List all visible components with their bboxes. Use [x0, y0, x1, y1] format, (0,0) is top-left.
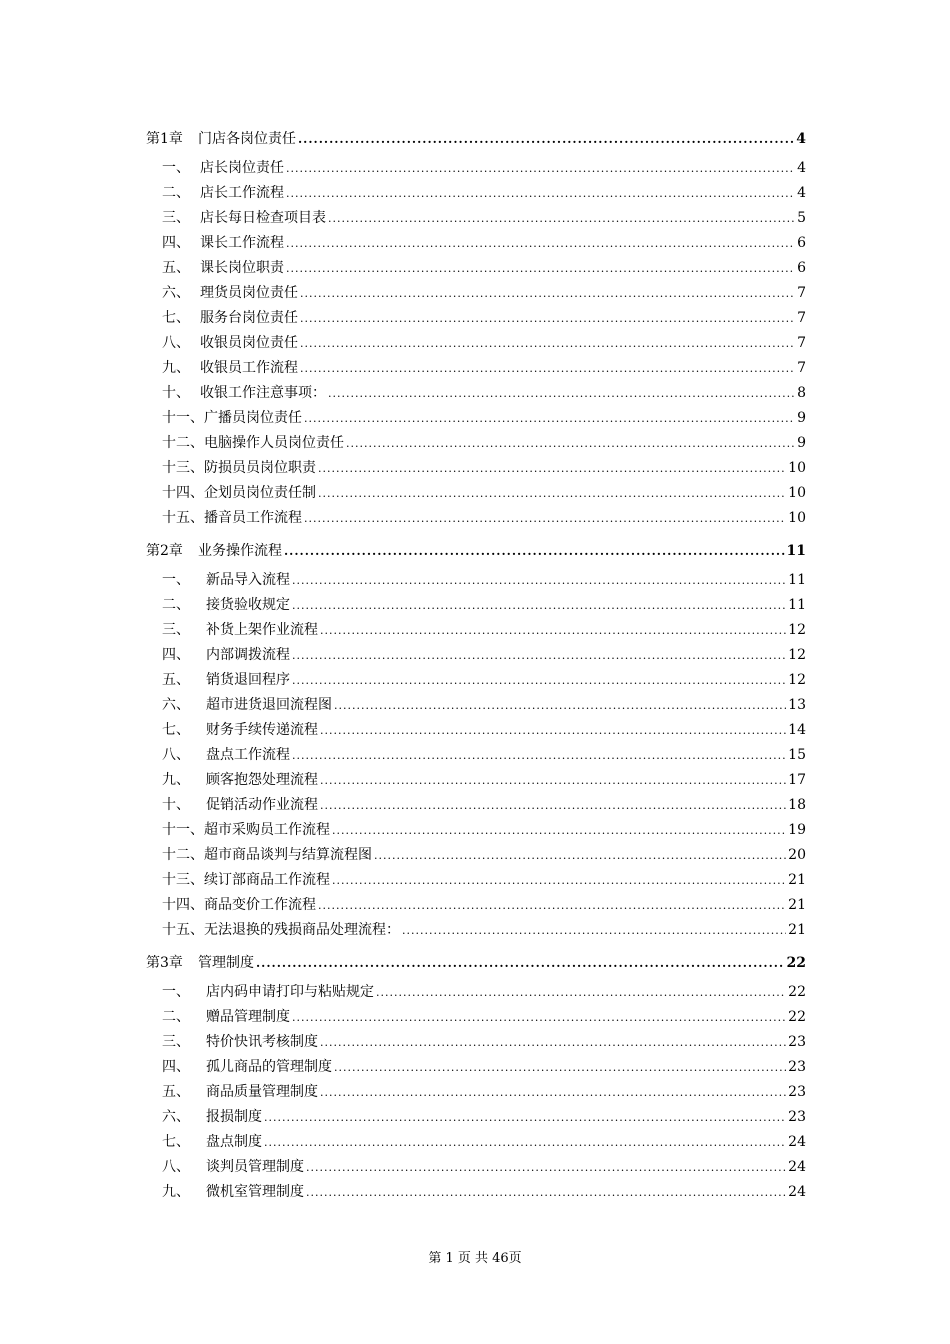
section-title: 孤儿商品的管理制度: [206, 1059, 332, 1075]
toc-section-entry[interactable]: [146, 157, 806, 182]
section-title: 赠品管理制度: [206, 1009, 290, 1025]
section-number: 六、: [162, 1109, 190, 1125]
page-number: 22: [788, 1009, 806, 1025]
page-number: 23: [788, 1034, 806, 1050]
section-number: 六、: [162, 285, 190, 301]
toc-section-entry[interactable]: [146, 432, 806, 457]
section-title: 补货上架作业流程: [206, 622, 318, 638]
dot-leader: [286, 237, 795, 250]
section-number: 十五、: [162, 510, 204, 526]
toc-section-entry[interactable]: [146, 407, 806, 432]
section-number: 七、: [162, 722, 190, 738]
page-number: 19: [788, 822, 806, 838]
page-number: 9: [797, 435, 806, 451]
toc-section-entry[interactable]: [146, 719, 806, 744]
section-title: 无法退换的残损商品处理流程：: [204, 922, 400, 938]
section-number: 八、: [162, 747, 190, 763]
dot-leader: [306, 1161, 786, 1174]
page-number: 7: [797, 335, 806, 351]
section-title: 广播员岗位责任: [204, 410, 302, 426]
page-number: 7: [797, 285, 806, 301]
dot-leader: [328, 212, 795, 225]
page-number: 21: [788, 897, 806, 913]
toc-section-entry[interactable]: [146, 1056, 806, 1081]
dot-leader: [318, 462, 786, 475]
toc-section-entry[interactable]: [146, 357, 806, 382]
page-number: 17: [788, 772, 806, 788]
toc-section-entry[interactable]: [146, 981, 806, 1006]
section-number: 三、: [162, 210, 190, 226]
section-number: 二、: [162, 597, 190, 613]
dot-leader: [298, 132, 794, 146]
section-number: 十二、: [162, 435, 204, 451]
toc-chapter-entry[interactable]: [146, 540, 806, 565]
toc-section-entry[interactable]: [146, 1006, 806, 1031]
section-number: 二、: [162, 1009, 190, 1025]
section-number: 四、: [162, 1059, 190, 1075]
page-number: 21: [788, 872, 806, 888]
section-number: 四、: [162, 647, 190, 663]
section-number: 八、: [162, 335, 190, 351]
section-number: 一、: [162, 984, 190, 1000]
section-number: 十一、: [162, 410, 204, 426]
section-number: 九、: [162, 360, 190, 376]
toc-section-entry[interactable]: [146, 594, 806, 619]
section-number: 五、: [162, 672, 190, 688]
section-title: 谈判员管理制度: [206, 1159, 304, 1175]
dot-leader: [332, 824, 786, 837]
page-number: 12: [788, 672, 806, 688]
toc-section-entry[interactable]: [146, 894, 806, 919]
dot-leader: [332, 874, 786, 887]
toc-section-entry[interactable]: [146, 207, 806, 232]
page-number: 4: [796, 131, 806, 147]
section-title: 收银工作注意事项：: [200, 385, 326, 401]
dot-leader: [292, 599, 786, 612]
page-number: 10: [788, 485, 806, 501]
toc-section-entry[interactable]: [146, 694, 806, 719]
section-number: 十四、: [162, 485, 204, 501]
section-number: 四、: [162, 235, 190, 251]
toc-section-entry[interactable]: [146, 1106, 806, 1131]
section-number: 七、: [162, 1134, 190, 1150]
section-title: 超市进货退回流程图: [206, 697, 332, 713]
chapter-title: 管理制度: [198, 955, 254, 971]
dot-leader: [292, 674, 786, 687]
section-number: 十一、: [162, 822, 204, 838]
section-title: 超市采购员工作流程: [204, 822, 330, 838]
page-number: 11: [788, 572, 806, 588]
dot-leader: [304, 512, 786, 525]
section-title: 盘点制度: [206, 1134, 262, 1150]
dot-leader: [376, 986, 786, 999]
section-number: 一、: [162, 572, 190, 588]
section-title: 新品导入流程: [206, 572, 290, 588]
page-number: 10: [788, 460, 806, 476]
dot-leader: [374, 849, 786, 862]
section-title: 盘点工作流程: [206, 747, 290, 763]
dot-leader: [346, 437, 795, 450]
page-number: 6: [797, 235, 806, 251]
section-title: 店长每日检查项目表: [200, 210, 326, 226]
section-title: 课长工作流程: [200, 235, 284, 251]
chapter-title: 门店各岗位责任: [198, 131, 296, 147]
dot-leader: [286, 162, 795, 175]
section-title: 理货员岗位责任: [200, 285, 298, 301]
section-number: 十二、: [162, 847, 204, 863]
page-number: 21: [788, 922, 806, 938]
toc-section-entry[interactable]: [146, 844, 806, 869]
toc-section-entry[interactable]: [146, 769, 806, 794]
dot-leader: [300, 312, 795, 325]
toc-section-entry[interactable]: [146, 332, 806, 357]
toc-section-entry[interactable]: [146, 1031, 806, 1056]
dot-leader: [320, 799, 786, 812]
toc-section-entry[interactable]: [146, 1181, 806, 1206]
dot-leader: [256, 956, 785, 970]
dot-leader: [304, 412, 795, 425]
toc-section-entry[interactable]: [146, 644, 806, 669]
section-number: 八、: [162, 1159, 190, 1175]
dot-leader: [300, 337, 795, 350]
toc-section-entry[interactable]: [146, 569, 806, 594]
page-number: 9: [797, 410, 806, 426]
toc-section-entry[interactable]: [146, 307, 806, 332]
dot-leader: [292, 749, 786, 762]
toc-section-entry[interactable]: [146, 482, 806, 507]
section-title: 微机室管理制度: [206, 1184, 304, 1200]
section-title: 防损员员岗位职责: [204, 460, 316, 476]
section-number: 十五、: [162, 922, 204, 938]
toc-section-entry[interactable]: [146, 669, 806, 694]
section-number: 五、: [162, 1084, 190, 1100]
page-number: 5: [797, 210, 806, 226]
section-number: 十三、: [162, 872, 204, 888]
page-number: 24: [788, 1159, 806, 1175]
toc-section-entry[interactable]: [146, 457, 806, 482]
toc-chapter-entry[interactable]: [146, 952, 806, 977]
toc-section-entry[interactable]: [146, 1081, 806, 1106]
page-number: 11: [786, 543, 806, 559]
dot-leader: [318, 899, 786, 912]
section-number: 九、: [162, 772, 190, 788]
page-number: 24: [788, 1184, 806, 1200]
dot-leader: [320, 724, 786, 737]
page-number: 11: [788, 597, 806, 613]
toc-section-entry[interactable]: [146, 1156, 806, 1181]
dot-leader: [334, 1061, 786, 1074]
table-of-contents: [146, 128, 806, 1206]
page-number: 22: [786, 955, 806, 971]
toc-section-entry[interactable]: [146, 232, 806, 257]
section-title: 特价快讯考核制度: [206, 1034, 318, 1050]
toc-chapter-entry[interactable]: [146, 128, 806, 153]
dot-leader: [402, 924, 786, 937]
page-number: 23: [788, 1059, 806, 1075]
chapter-number: 第2章: [146, 543, 183, 559]
section-title: 电脑操作人员岗位责任: [204, 435, 344, 451]
dot-leader: [264, 1111, 786, 1124]
section-title: 播音员工作流程: [204, 510, 302, 526]
section-title: 超市商品谈判与结算流程图: [204, 847, 372, 863]
page-footer: 第 1 页 共 46页: [428, 1251, 522, 1266]
section-number: 三、: [162, 622, 190, 638]
dot-leader: [328, 387, 795, 400]
section-number: 九、: [162, 1184, 190, 1200]
dot-leader: [286, 262, 795, 275]
section-number: 五、: [162, 260, 190, 276]
dot-leader: [320, 1036, 786, 1049]
dot-leader: [306, 1186, 786, 1199]
toc-section-entry[interactable]: [146, 257, 806, 282]
section-number: 二、: [162, 185, 190, 201]
section-title: 促销活动作业流程: [206, 797, 318, 813]
dot-leader: [300, 287, 795, 300]
toc-section-entry[interactable]: [146, 919, 806, 944]
page-number: 22: [788, 984, 806, 1000]
dot-leader: [286, 187, 795, 200]
toc-section-entry[interactable]: [146, 744, 806, 769]
toc-section-entry[interactable]: [146, 869, 806, 894]
section-number: 十、: [162, 797, 190, 813]
section-title: 店内码申请打印与粘贴规定: [206, 984, 374, 1000]
page-number: 7: [797, 310, 806, 326]
section-number: 七、: [162, 310, 190, 326]
dot-leader: [264, 1136, 786, 1149]
dot-leader: [320, 774, 786, 787]
toc-section-entry[interactable]: [146, 1131, 806, 1156]
section-title: 报损制度: [206, 1109, 262, 1125]
page-number: 24: [788, 1134, 806, 1150]
section-title: 内部调拨流程: [206, 647, 290, 663]
section-title: 课长岗位职责: [200, 260, 284, 276]
section-title: 销货退回程序: [206, 672, 290, 688]
dot-leader: [320, 1086, 786, 1099]
dot-leader: [284, 544, 785, 558]
page-number: 12: [788, 647, 806, 663]
page-number: 4: [797, 185, 806, 201]
dot-leader: [292, 574, 786, 587]
section-title: 店长岗位责任: [200, 160, 284, 176]
toc-section-entry[interactable]: [146, 382, 806, 407]
chapter-number: 第3章: [146, 955, 183, 971]
dot-leader: [334, 699, 786, 712]
dot-leader: [300, 362, 795, 375]
section-title: 接货验收规定: [206, 597, 290, 613]
section-title: 商品质量管理制度: [206, 1084, 318, 1100]
section-title: 服务台岗位责任: [200, 310, 298, 326]
page-number: 6: [797, 260, 806, 276]
page-number: 23: [788, 1084, 806, 1100]
chapter-number: 第1章: [146, 131, 183, 147]
toc-section-entry[interactable]: [146, 794, 806, 819]
toc-section-entry[interactable]: [146, 282, 806, 307]
section-number: 十四、: [162, 897, 204, 913]
page-number: 15: [788, 747, 806, 763]
toc-section-entry[interactable]: [146, 507, 806, 532]
dot-leader: [320, 624, 786, 637]
section-number: 六、: [162, 697, 190, 713]
page-number: 8: [797, 385, 806, 401]
section-title: 财务手续传递流程: [206, 722, 318, 738]
section-title: 收银员工作流程: [200, 360, 298, 376]
section-number: 三、: [162, 1034, 190, 1050]
section-number: 十三、: [162, 460, 204, 476]
chapter-title: 业务操作流程: [198, 543, 282, 559]
section-number: 十、: [162, 385, 190, 401]
page-number: 14: [788, 722, 806, 738]
dot-leader: [318, 487, 786, 500]
page-number: 18: [788, 797, 806, 813]
page-number: 4: [797, 160, 806, 176]
page-number: 13: [788, 697, 806, 713]
page-number: 10: [788, 510, 806, 526]
toc-section-entry[interactable]: [146, 619, 806, 644]
page-number: 7: [797, 360, 806, 376]
page-number: 23: [788, 1109, 806, 1125]
dot-leader: [292, 1011, 786, 1024]
section-title: 商品变价工作流程: [204, 897, 316, 913]
section-title: 企划员岗位责任制: [204, 485, 316, 501]
section-title: 店长工作流程: [200, 185, 284, 201]
toc-section-entry[interactable]: [146, 182, 806, 207]
section-title: 顾客抱怨处理流程: [206, 772, 318, 788]
page-number: 20: [788, 847, 806, 863]
page-number: 12: [788, 622, 806, 638]
toc-section-entry[interactable]: [146, 819, 806, 844]
dot-leader: [292, 649, 786, 662]
section-number: 一、: [162, 160, 190, 176]
section-title: 续订部商品工作流程: [204, 872, 330, 888]
section-title: 收银员岗位责任: [200, 335, 298, 351]
